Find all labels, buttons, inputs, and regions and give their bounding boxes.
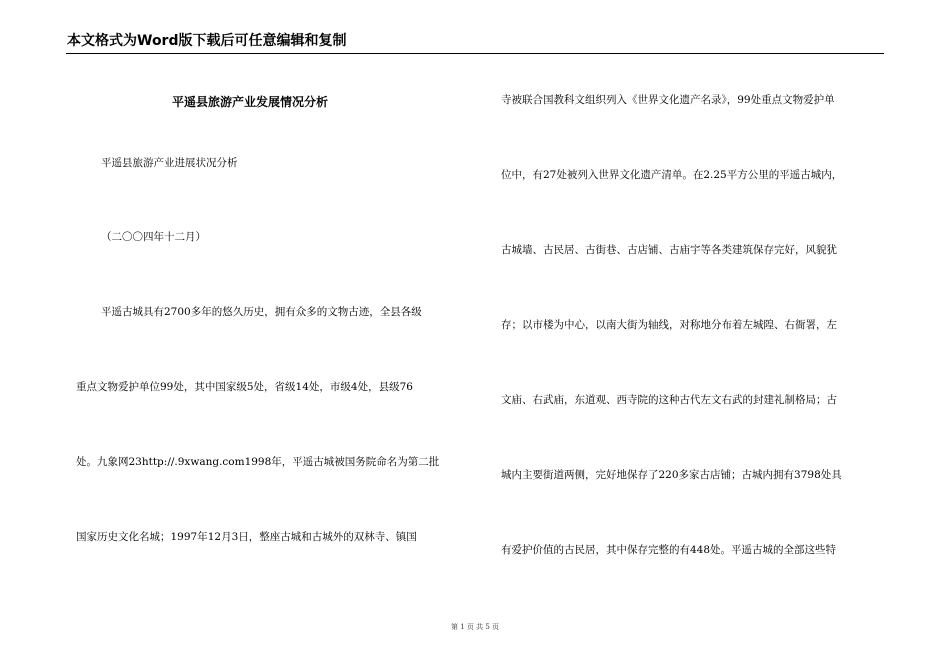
left-line: 国家历史文化名城；1997年12月3日，整座古城和古城外的双林寺、镇国 <box>76 531 417 543</box>
document-header: 本文格式为Word版下载后可任意编辑和复制 <box>67 33 347 49</box>
left-line: （二〇〇四年十二月） <box>101 231 206 243</box>
left-line: 平遥县旅游产业进展状况分析 <box>101 157 238 169</box>
right-line: 寺被联合国教科文组织列入《世界文化遗产名录》，99处重点文物爱护单 <box>501 94 835 106</box>
right-line: 位中，有27处被列入世界文化遗产清单。在2.25平方公里的平遥古城内， <box>501 169 843 181</box>
right-line: 文庙、右武庙，东道观、西寺院的这种古代左文右武的封建礼制格局；古 <box>501 394 837 406</box>
right-line: 城内主要街道两侧，完好地保存了220多家古店铺；古城内拥有3798处具 <box>501 469 842 481</box>
right-line: 存；以市楼为中心，以南大街为轴线，对称地分布着左城隍、右衙署，左 <box>501 319 837 331</box>
header-divider <box>66 53 884 54</box>
document-title: 平遥县旅游产业发展情况分析 <box>172 95 329 109</box>
right-line: 古城墙、古民居、古街巷、古店铺、古庙宇等各类建筑保存完好，风貌犹 <box>501 244 837 256</box>
right-line: 有爱护价值的古民居，其中保存完整的有448处。平遥古城的全部这些特 <box>501 544 837 556</box>
left-line: 平遥古城具有2700多年的悠久历史，拥有众多的文物古迹，全县各级 <box>101 306 422 318</box>
left-line: 处。九象网23http://.9xwang.com1998年，平遥古城被国务院命名为第二批 <box>76 456 440 468</box>
left-line: 重点文物爱护单位99处，其中国家级5处，省级14处，市级4处，县级76 <box>76 381 413 393</box>
page-number: 第 1 页 共 5 页 <box>450 623 500 631</box>
